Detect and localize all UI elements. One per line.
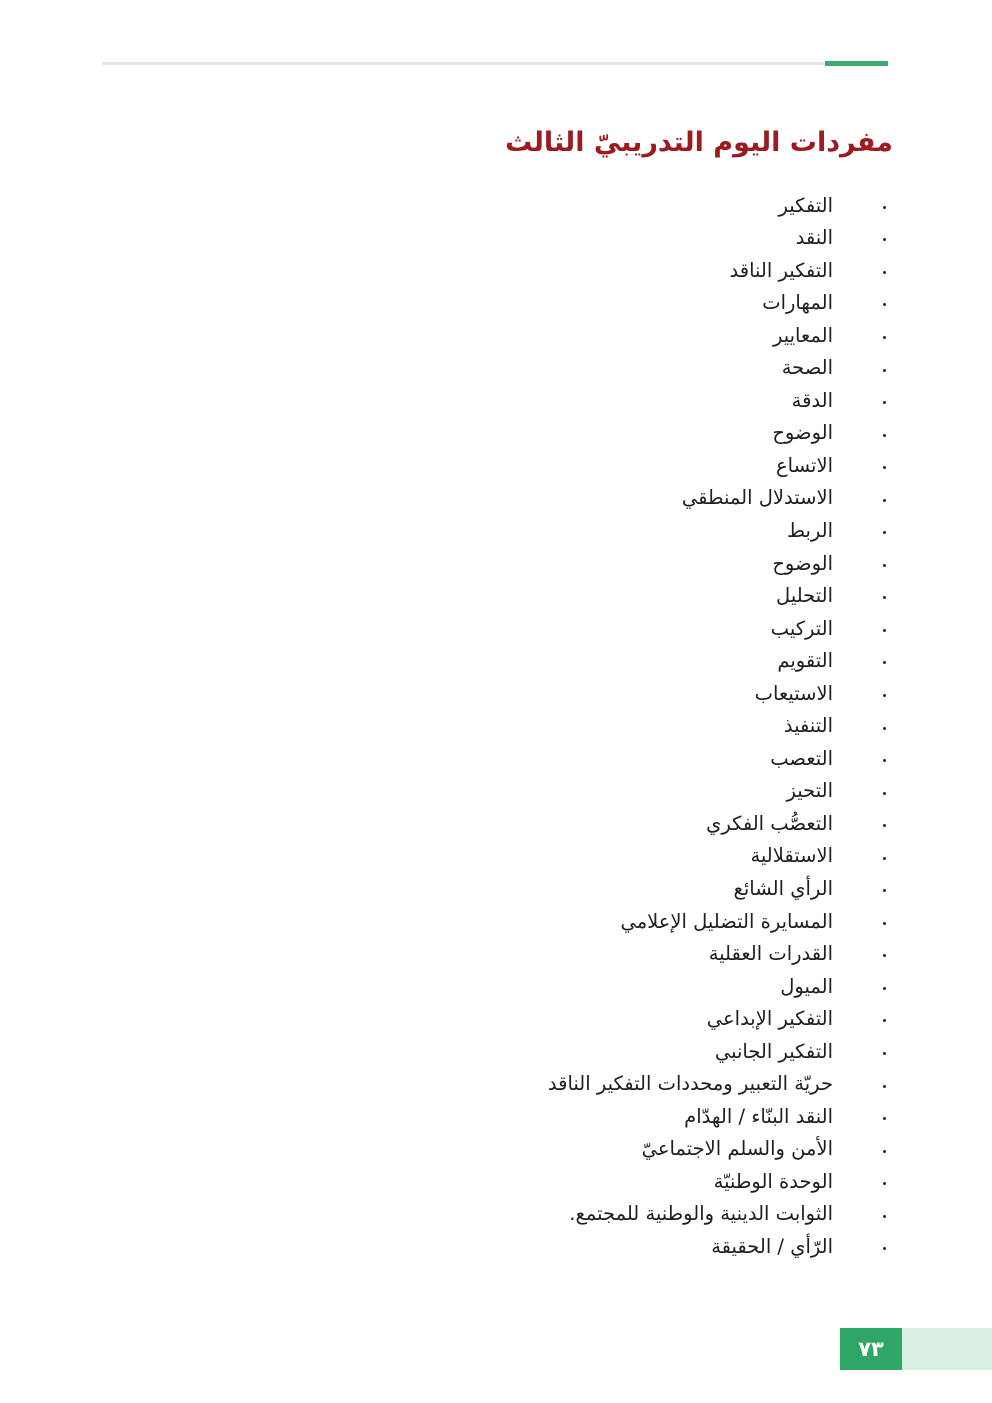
bullet-dot-icon xyxy=(883,1215,886,1218)
list-item xyxy=(60,254,886,287)
vocab-term: التفكير xyxy=(778,193,833,217)
bullet-dot-icon xyxy=(883,434,886,437)
bullet-dot-icon xyxy=(883,727,886,730)
bullet-dot-icon xyxy=(883,369,886,372)
list-item xyxy=(60,287,886,320)
bullet-dot-icon xyxy=(883,564,886,567)
vocab-term: الاستقلالية xyxy=(750,844,833,868)
list-item xyxy=(60,319,886,352)
header-rule-green-accent xyxy=(825,61,888,66)
list-item xyxy=(60,482,886,515)
bullet-dot-icon xyxy=(883,303,886,306)
bullet-dot-icon xyxy=(883,922,886,925)
list-item xyxy=(60,1133,886,1166)
bullet-dot-icon xyxy=(883,987,886,990)
vocab-term: الصحة xyxy=(781,356,833,380)
vocab-term: النقد xyxy=(795,226,833,250)
vocab-term: التقويم xyxy=(777,649,833,673)
page-number-badge: ٧٣ xyxy=(840,1328,902,1370)
bullet-dot-icon xyxy=(883,206,886,209)
list-item xyxy=(60,189,886,222)
vocab-term: المسايرة التضليل الإعلامي xyxy=(620,909,833,933)
vocab-term: الميول xyxy=(780,974,833,998)
list-item xyxy=(60,710,886,743)
list-item xyxy=(60,742,886,775)
bullet-dot-icon xyxy=(883,1117,886,1120)
list-item xyxy=(60,612,886,645)
vocab-term: الرّأي / الحقيقة xyxy=(711,1235,833,1259)
list-item xyxy=(60,417,886,450)
page-number-strip xyxy=(902,1328,992,1370)
list-item xyxy=(60,1231,886,1264)
list-item xyxy=(60,970,886,1003)
vocab-term: التفكير الإبداعي xyxy=(706,1007,833,1031)
list-item xyxy=(60,1100,886,1133)
list-item xyxy=(60,1068,886,1101)
bullet-dot-icon xyxy=(883,759,886,762)
bullet-dot-icon xyxy=(883,629,886,632)
bullet-dot-icon xyxy=(883,271,886,274)
vocab-term: التفكير الجانبي xyxy=(714,1039,833,1063)
bullet-dot-icon xyxy=(883,954,886,957)
bullet-dot-icon xyxy=(883,401,886,404)
vocab-term: الاتساع xyxy=(776,453,833,477)
vocab-list xyxy=(60,189,886,1263)
vocab-term: التنفيذ xyxy=(783,714,833,738)
vocab-term: الربط xyxy=(786,518,833,542)
bullet-dot-icon xyxy=(883,824,886,827)
bullet-dot-icon xyxy=(883,792,886,795)
vocab-term: المعايير xyxy=(772,323,833,347)
list-item xyxy=(60,580,886,613)
list-item xyxy=(60,938,886,971)
vocab-term: النقد البنّاء / الهدّام xyxy=(684,1104,833,1128)
bullet-dot-icon xyxy=(883,857,886,860)
list-item xyxy=(60,905,886,938)
list-item xyxy=(60,1003,886,1036)
list-item xyxy=(60,222,886,255)
vocab-term: الثوابت الدينية والوطنية للمجتمع. xyxy=(569,1202,833,1226)
header-rule-gray xyxy=(102,62,888,65)
vocab-term: التعصب xyxy=(770,746,833,770)
vocab-term: المهارات xyxy=(762,291,833,315)
bullet-dot-icon xyxy=(883,1150,886,1153)
list-item xyxy=(60,872,886,905)
bullet-dot-icon xyxy=(883,661,886,664)
vocab-term: التفكير الناقد xyxy=(729,258,833,282)
vocab-term: الدقة xyxy=(791,388,833,412)
bullet-dot-icon xyxy=(883,499,886,502)
vocab-term: التركيب xyxy=(770,616,833,640)
bullet-dot-icon xyxy=(883,238,886,241)
list-item xyxy=(60,677,886,710)
vocab-term: الوضوح xyxy=(772,551,833,575)
vocab-term: الوحدة الوطنيّة xyxy=(713,1169,833,1193)
list-item xyxy=(60,547,886,580)
bullet-dot-icon xyxy=(883,694,886,697)
bullet-dot-icon xyxy=(883,1085,886,1088)
bullet-dot-icon xyxy=(883,596,886,599)
list-item xyxy=(60,1035,886,1068)
list-item xyxy=(60,775,886,808)
vocab-term: الاستدلال المنطقي xyxy=(681,486,833,510)
vocab-term: الاستيعاب xyxy=(754,681,833,705)
page-title: مفردات اليوم التدريبيّ الثالث xyxy=(505,127,893,159)
vocab-term: التحليل xyxy=(776,584,833,608)
vocab-term: حريّة التعبير ومحددات التفكير الناقد xyxy=(547,1072,833,1096)
vocab-term: التحيز xyxy=(786,779,833,803)
list-item xyxy=(60,1165,886,1198)
bullet-dot-icon xyxy=(883,1182,886,1185)
list-item xyxy=(60,514,886,547)
list-item xyxy=(60,645,886,678)
vocab-term: التعصُّب الفكري xyxy=(706,811,833,835)
bullet-dot-icon xyxy=(883,1019,886,1022)
vocab-term: الوضوح xyxy=(772,421,833,445)
vocab-term: القدرات العقلية xyxy=(708,942,833,966)
list-item xyxy=(60,807,886,840)
bullet-dot-icon xyxy=(883,1247,886,1250)
bullet-dot-icon xyxy=(883,336,886,339)
bullet-dot-icon xyxy=(883,466,886,469)
list-item xyxy=(60,449,886,482)
list-item xyxy=(60,1198,886,1231)
list-item xyxy=(60,384,886,417)
bullet-dot-icon xyxy=(883,1052,886,1055)
list-item xyxy=(60,840,886,873)
bullet-dot-icon xyxy=(883,889,886,892)
list-item xyxy=(60,352,886,385)
vocab-term: الأمن والسلم الاجتماعيّ xyxy=(641,1137,833,1161)
bullet-dot-icon xyxy=(883,531,886,534)
vocab-term: الرأي الشائع xyxy=(733,877,833,900)
